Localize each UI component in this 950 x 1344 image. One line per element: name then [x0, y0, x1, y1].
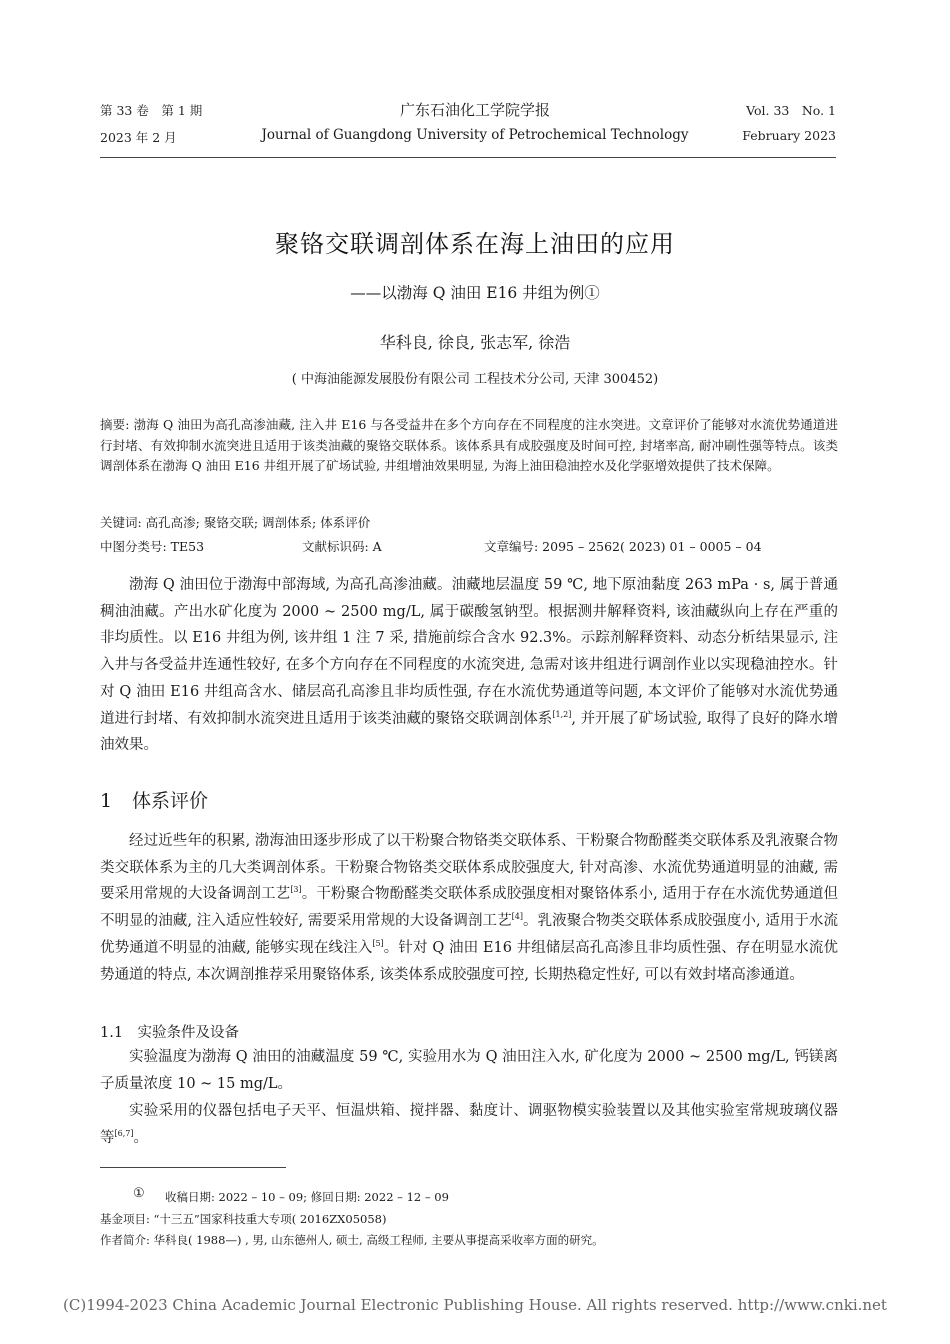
- header-volume-issue-cn: 第 33 卷 第 1 期: [100, 103, 203, 118]
- paragraph-text: 经过近些年的积累, 渤海油田逐步形成了以干粉聚合物铬类交联体系、干粉聚合物酚醛类交联体系及乳液聚合物类交联体系为主的几大类调剖体系。干粉聚合物铬类交联体系成胶强度大, 针对高渗、水流优势通道明显的油藏, 需要采用常规的大设备调剖工艺: [100, 833, 838, 903]
- experiment-conditions-paragraph: 实验温度为渤海 Q 油田的油藏温度 59 ℃, 实验用水为 Q 油田注入水, 矿化度为 2000 ~ 2500 mg/L, 钙镁离子质量浓度 10 ~ 15 mg/L。: [100, 1049, 838, 1092]
- received-date: 收稿日期: 2022 – 10 – 09; 修回日期: 2022 – 12 – 09: [165, 1190, 449, 1204]
- intro-text: 渤海 Q 油田位于渤海中部海域, 为高孔高渗油藏。油藏地层温度 59 ℃, 地下原油黏度 263 mPa · s, 属于普通稠油油藏。产出水矿化度为 2000 ~ 2500 mg/L, 属于碳酸氢钠型。根据测井解释资料, 该油藏纵向上存在严重的非均质性。以 E16 井组为例, 该井组 1 注 7 采, 措施前综合含水 92.3%。示踪剂解释资料、动态分析结果显示, 注入井与各受益井连通性较好, 在多个方向存在不同程度的水流突进, 急需对该井组进行调剖作业以实现稳油控水。针对 Q 油田 E16 井组高含水、储层高孔高渗且非均质性强, 存在水流优势通道等问题, 本文评价了能够对水流优势通道进行封堵、有效抑制水流突进且适用于该类油藏的聚铬交联调剖体系: [100, 577, 838, 727]
- section-number: 1: [100, 790, 113, 812]
- section-title: 体系评价: [132, 790, 209, 812]
- journal-title-en: Journal of Guangdong University of Petrochemical Technology: [261, 127, 689, 143]
- article-number: 文章编号: 2095 – 2562( 2023) 01 – 0005 – 04: [484, 539, 762, 554]
- footnote-rule: [100, 1167, 286, 1168]
- paragraph-text: 。: [133, 1129, 148, 1146]
- header-date-cn: 2023 年 2 月: [100, 130, 177, 145]
- paragraph-text: 。针对 Q 油田 E16 井组储层高孔高渗且非均质性强、存在明显水流优势通道的特点, 本次调剖推荐采用聚铬体系, 该类体系成胶强度可控, 长期热稳定性好, 可以有效封堵高渗通道。: [100, 939, 839, 983]
- citation-ref[interactable]: [4]: [511, 912, 523, 922]
- article-subtitle: ——以渤海 Q 油田 E16 井组为例①: [350, 284, 600, 302]
- funding-info: 基金项目: “十三五”国家科技重大专项( 2016ZX05058): [100, 1212, 387, 1226]
- section1-paragraph: [100, 828, 838, 988]
- article-title: 聚铬交联调剖体系在海上油田的应用: [275, 230, 675, 258]
- journal-title-cn: 广东石油化工学院学报: [399, 101, 550, 119]
- header-rule: [100, 157, 836, 158]
- header-volume-issue-en: Vol. 33 No. 1: [746, 103, 836, 118]
- keywords: 关键词: 高孔高渗; 聚铬交联; 调剖体系; 体系评价: [100, 515, 371, 530]
- subsection-heading: 1.1 实验条件及设备: [100, 1025, 240, 1041]
- copyright-footer: (C)1994-2023 China Academic Journal Electronic Publishing House. All rights reserved. http://www.cnki.net: [63, 1296, 887, 1314]
- equipment-paragraph: [100, 1098, 838, 1151]
- citation-ref[interactable]: [1,2]: [552, 709, 572, 719]
- paragraph-text: 。干粉聚合物酚醛类交联体系成胶强度相对聚铬体系小, 适用于存在水流优势通道但不明显的油藏, 注入适应性较好, 需要采用常规的大设备调剖工艺: [100, 886, 839, 930]
- citation-ref[interactable]: [5]: [372, 938, 384, 948]
- footnote-marker: ①: [133, 1186, 145, 1201]
- section-heading: [100, 786, 208, 813]
- abstract: 摘要: 渤海 Q 油田为高孔高渗油藏, 注入井 E16 与各受益井在多个方向存在不同程度的注水突进。文章评价了能够对水流优势通道进行封堵、有效抑制水流突进且适用于该类油藏的聚铬交联体系。该体系具有成胶强度及时间可控, 封堵率高, 耐冲刷性强等特点。该类调剖体系在渤海 Q 油田 E16 井组开展了矿场试验, 井组增油效果明显, 为海上油田稳油控水及化学驱增效提供了技术保障。: [100, 417, 838, 473]
- document-code: 文献标识码: A: [302, 539, 382, 554]
- article-affiliation: ( 中海油能源发展股份有限公司 工程技术分公司, 天津 300452): [291, 372, 659, 387]
- paragraph-text: 。乳液聚合物类交联体系成胶强度小, 适用于水流优势通道不明显的油藏, 能够实现在线注入: [100, 913, 838, 956]
- citation-ref[interactable]: [6,7]: [114, 1128, 134, 1138]
- intro-paragraph: [100, 572, 838, 759]
- paragraph-text: 实验采用的仪器包括电子天平、恒温烘箱、搅拌器、黏度计、调驱物模实验装置以及其他实验室常规玻璃仪器等: [100, 1103, 838, 1146]
- intro-text-end: , 并开展了矿场试验, 取得了良好的降水增油效果。: [100, 710, 838, 754]
- header-date-en: February 2023: [742, 128, 836, 143]
- article-authors: 华科良, 徐良, 张志军, 徐浩: [379, 333, 571, 352]
- citation-ref[interactable]: [3]: [290, 885, 302, 895]
- clc-number: 中图分类号: TE53: [100, 539, 205, 554]
- author-bio: 作者简介: 华科良( 1988—) , 男, 山东德州人, 硕士, 高级工程师, 主要从事提高采收率方面的研究。: [100, 1233, 604, 1247]
